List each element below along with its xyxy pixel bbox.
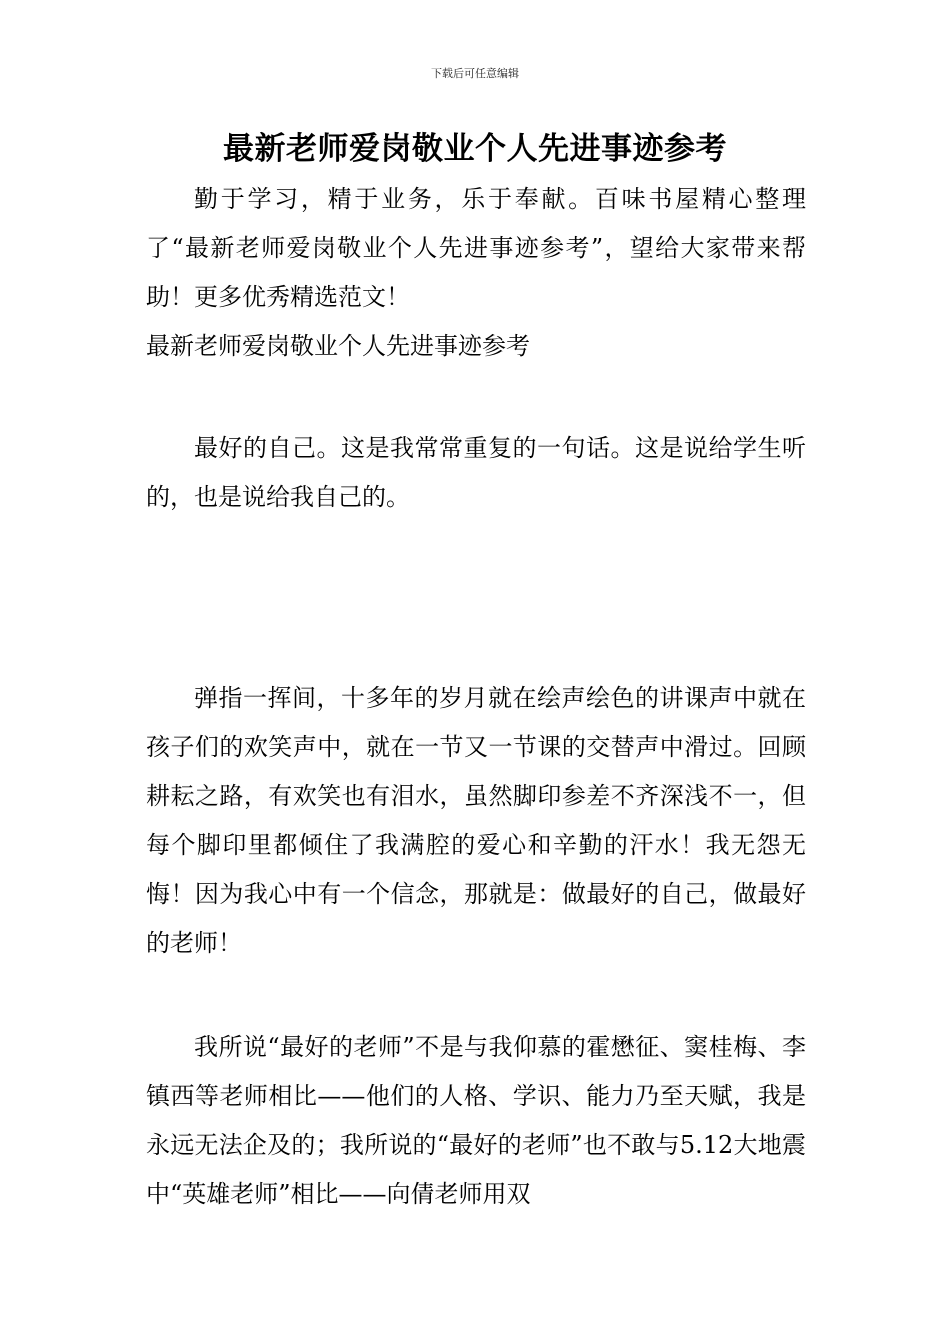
- body-block-1: [146, 424, 806, 522]
- intro-paragraph: 勤于学习，精于业务，乐于奉献。百味书屋精心整理了“最新老师爱岗敬业个人先进事迹参考”，望给大家带来帮助！更多优秀精选范文！: [146, 185, 806, 311]
- paragraph-2: 弹指一挥间，十多年的岁月就在绘声绘色的讲课声中就在孩子们的欢笑声中，就在一节又一节课的交替声中滑过。回顾耕耘之路，有欢笑也有泪水，虽然脚印参差不齐深浅不一，但每个脚印里都倾住了我满腔的爱心和辛勤的汗水！我无怨无悔！因为我心中有一个信念，那就是：做最好的自己，做最好的老师！: [146, 684, 806, 957]
- subtitle-line: 最新老师爱岗敬业个人先进事迹参考: [146, 332, 530, 360]
- body-block-2: [146, 674, 806, 968]
- paragraph-3: 我所说“最好的老师”不是与我仰慕的霍懋征、窦桂梅、李镇西等老师相比——他们的人格、学识、能力乃至天赋，我是永远无法企及的；我所说的“最好的老师”也不敢与5.12大地震中“英雄老师”相比——向倩老师用双: [146, 1033, 806, 1208]
- body-block-3: [146, 1023, 806, 1219]
- document-title: 最新老师爱岗敬业个人先进事迹参考: [223, 131, 727, 167]
- header-note: 下载后可任意编辑: [431, 67, 519, 80]
- intro-block: [146, 175, 806, 371]
- paragraph-1: 最好的自己。这是我常常重复的一句话。这是说给学生听的，也是说给我自己的。: [146, 434, 806, 511]
